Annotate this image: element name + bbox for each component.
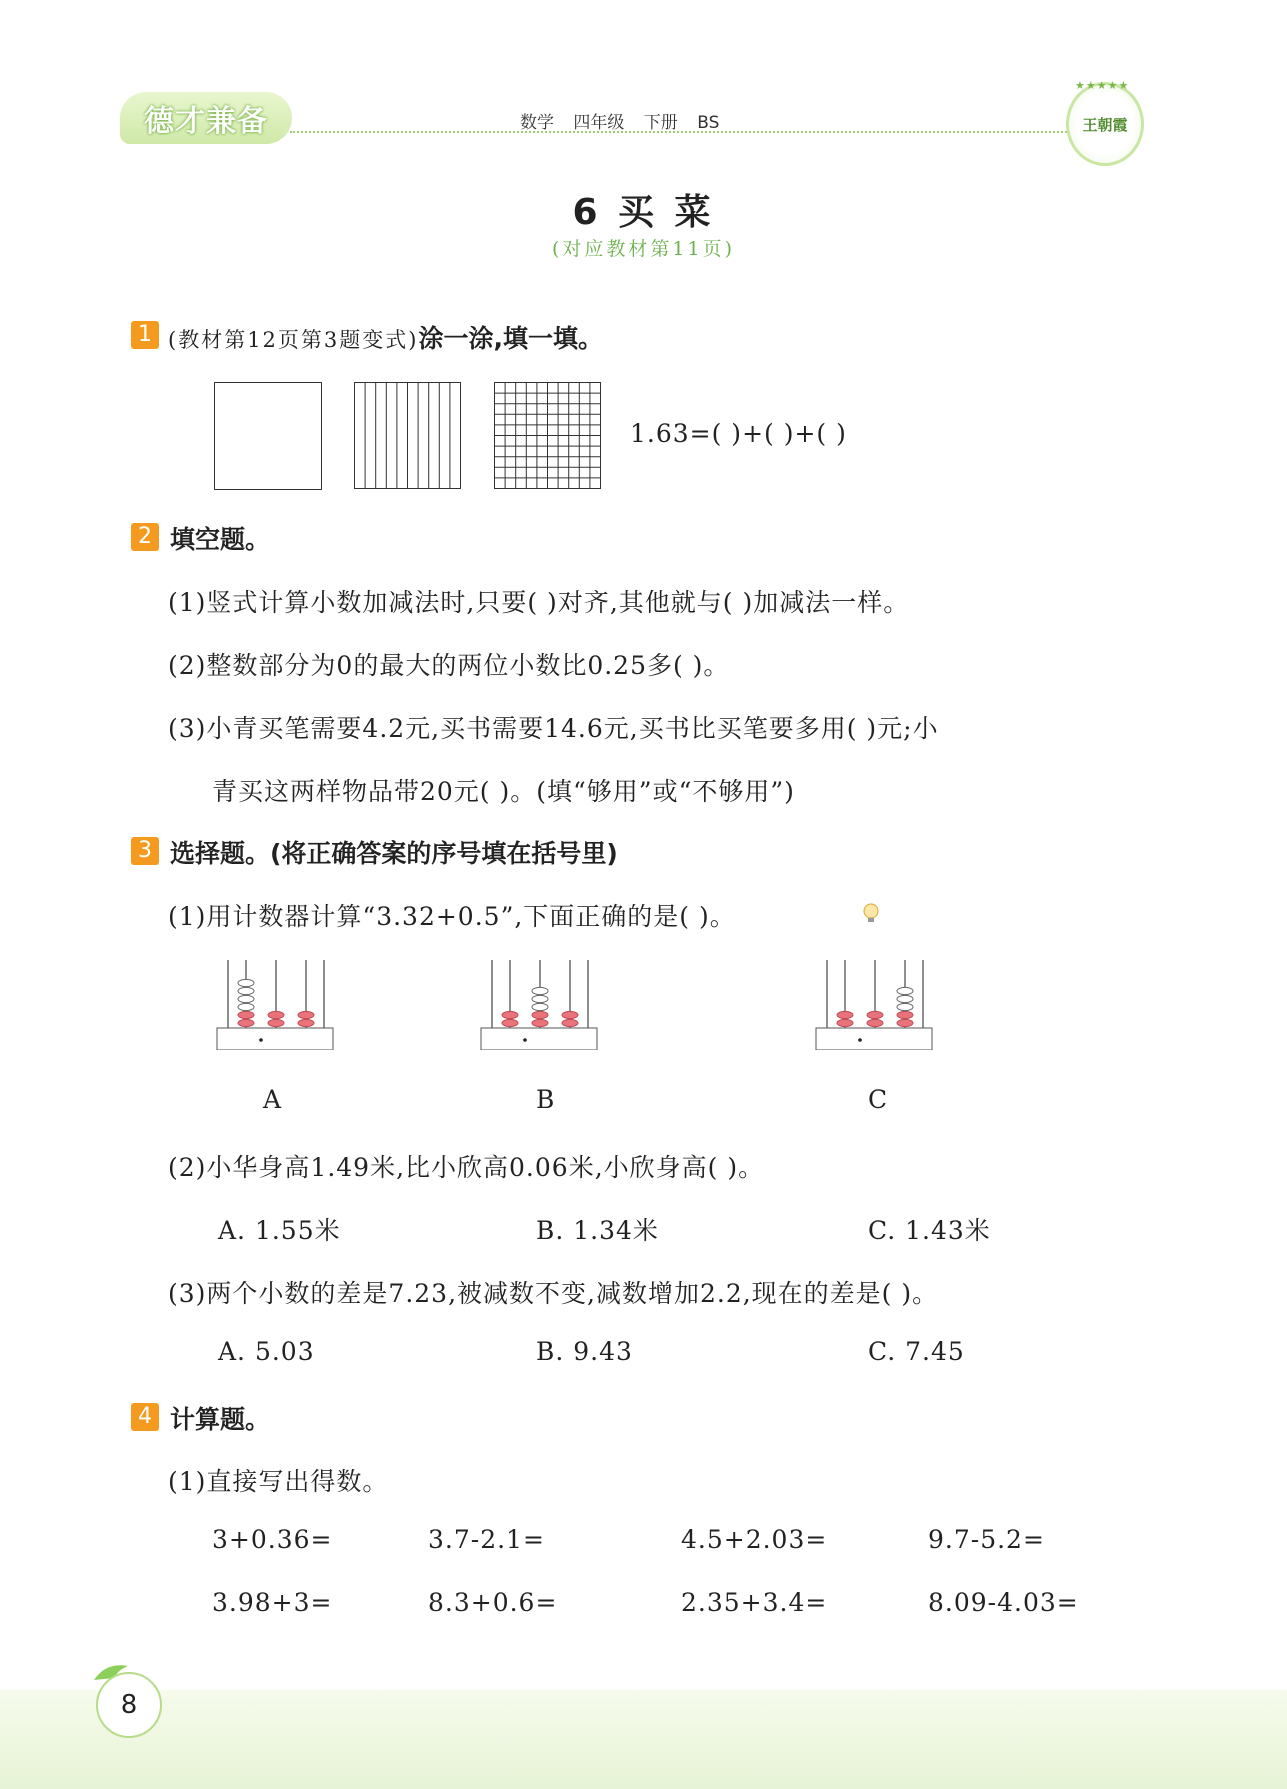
abacus-bead [298,1011,314,1018]
abacus-bead [238,1003,254,1010]
grid-tenths[interactable] [354,382,462,490]
star-icons: ★★★★★ [1075,79,1130,92]
question-2-heading: 填空题。 [170,525,271,554]
footer-band [0,1690,1287,1789]
abacus-bead [867,1011,883,1018]
calc-row-1-item-4[interactable]: 9.7-5.2= [928,1525,1045,1554]
question-3-sub-3[interactable]: (3)两个小数的差是7.23,被减数不变,减数增加2.2,现在的差是( )。 [168,1279,939,1308]
question-3-sub-3-option-b[interactable]: B. 9.43 [536,1337,633,1366]
calc-row-1-item-2[interactable]: 3.7-2.1= [428,1525,545,1554]
decimal-point [523,1038,527,1042]
abacus-bead [897,1011,913,1018]
question-3-sub-2-option-c[interactable]: C. 1.43米 [868,1216,991,1245]
abacus-base [816,1028,932,1050]
abacus-bead [238,995,254,1002]
decimal-point [858,1038,862,1042]
lesson-subtitle: (对应教材第11页) [551,238,735,260]
abacus-a [216,960,336,1054]
question-1-equation[interactable]: 1.63=( )+( )+( ) [630,419,847,448]
option-label-a[interactable]: A [263,1085,283,1114]
option-label-c[interactable]: C [868,1085,889,1114]
page-number: 8 [120,1690,138,1720]
abacus-base [481,1028,597,1050]
abacus-bead [238,1019,254,1026]
abacus-c-drawing [815,960,935,1050]
question-number-4: 4 [131,1403,159,1431]
seal-text: 王朝霞 [1082,115,1128,134]
abacus-bead [238,979,254,986]
abacus-bead [897,1019,913,1026]
question-2-item-2[interactable]: (2)整数部分为0的最大的两位小数比0.25多( )。 [168,651,730,680]
calc-row-2-item-2[interactable]: 8.3+0.6= [428,1588,558,1617]
abacus-bead [532,1011,548,1018]
question-1-title: 涂一涂,填一填。 [418,324,603,353]
calc-row-2-item-3[interactable]: 2.35+3.4= [681,1588,828,1617]
brand-logo-text: 德才兼备 [144,104,268,139]
question-1-heading [168,319,603,355]
question-3-heading: 选择题。(将正确答案的序号填在括号里) [170,839,618,868]
grid-one-whole[interactable] [214,382,322,490]
brand-logo [120,92,292,144]
hint-lightbulb-icon[interactable] [861,902,881,924]
abacus-bead [562,1011,578,1018]
abacus-bead [268,1011,284,1018]
question-3-sub-3-option-c[interactable]: C. 7.45 [868,1337,965,1366]
abacus-bead [502,1011,518,1018]
abacus-bead [532,987,548,994]
question-number-3: 3 [131,837,159,865]
question-3-sub-2-option-a[interactable]: A. 1.55米 [218,1216,341,1245]
abacus-bead [532,1019,548,1026]
option-label-b[interactable]: B [536,1085,556,1114]
question-3-sub-2-option-b[interactable]: B. 1.34米 [536,1216,659,1245]
page-number-badge [96,1672,162,1738]
abacus-bead [238,987,254,994]
question-4-sub-1: (1)直接写出得数。 [168,1467,389,1496]
abacus-b-drawing [480,960,600,1050]
question-2-item-1[interactable]: (1)竖式计算小数加减法时,只要( )对齐,其他就与( )加减法一样。 [168,588,910,617]
question-3-sub-3-option-a[interactable]: A. 5.03 [218,1337,315,1366]
abacus-bead [897,995,913,1002]
abacus-c [815,960,935,1054]
question-4-heading: 计算题。 [170,1405,271,1434]
abacus-base [217,1028,333,1050]
question-3-sub-2[interactable]: (2)小华身高1.49米,比小欣高0.06米,小欣身高( )。 [168,1153,765,1182]
question-3-sub-1[interactable]: (1)用计数器计算“3.32+0.5”,下面正确的是( )。 [168,902,736,931]
question-2-item-3-continued[interactable]: 青买这两样物品带20元( )。(填“够用”或“不够用”) [212,777,795,806]
abacus-bead [837,1011,853,1018]
abacus-b [480,960,600,1054]
abacus-bead [897,1003,913,1010]
calc-row-1-item-1[interactable]: 3+0.36= [212,1525,333,1554]
abacus-bead [238,1011,254,1018]
book-meta: 数学 四年级 下册 BS [520,113,720,133]
calc-row-1-item-3[interactable]: 4.5+2.03= [681,1525,828,1554]
abacus-bead [268,1019,284,1026]
abacus-a-drawing [216,960,336,1050]
decimal-point [259,1038,263,1042]
abacus-bead [298,1019,314,1026]
author-seal [1066,79,1144,166]
abacus-bead [897,987,913,994]
question-number-2: 2 [131,523,159,551]
calc-row-2-item-1[interactable]: 3.98+3= [212,1588,333,1617]
question-2-item-3[interactable]: (3)小青买笔需要4.2元,买书需要14.6元,买书比买笔要多用( )元;小 [168,714,939,743]
grid-hundredths[interactable] [494,382,602,490]
abacus-bead [532,995,548,1002]
abacus-bead [532,1003,548,1010]
question-number-1: 1 [131,321,159,349]
calc-row-2-item-4[interactable]: 8.09-4.03= [928,1588,1079,1617]
question-1-note: (教材第12页第3题变式) [168,328,419,352]
abacus-bead [502,1019,518,1026]
abacus-bead [837,1019,853,1026]
lesson-title: 6 买 菜 [572,192,715,233]
abacus-bead [562,1019,578,1026]
abacus-bead [867,1019,883,1026]
